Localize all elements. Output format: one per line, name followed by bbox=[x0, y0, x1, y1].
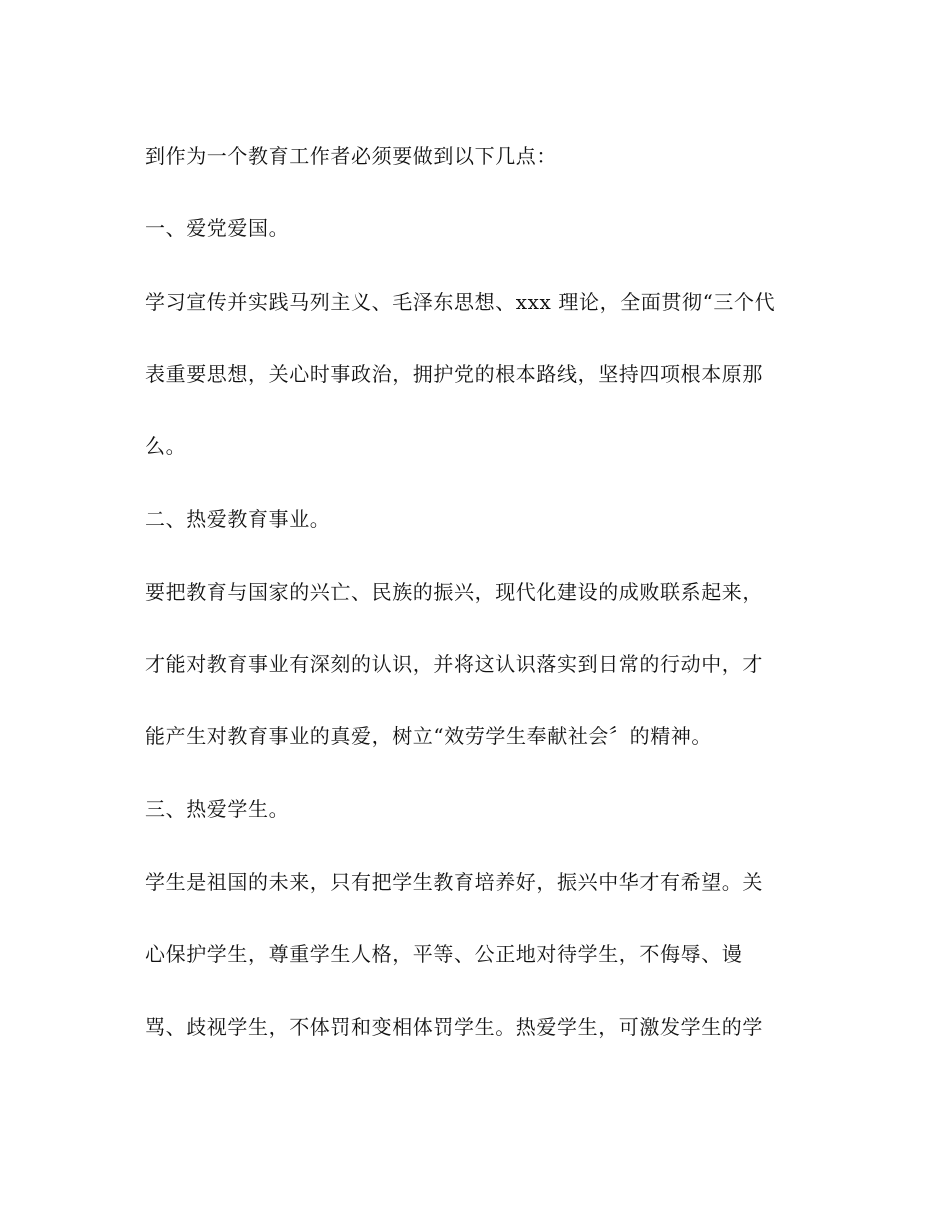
text-line: 要把教育与国家的兴亡、民族的振兴，现代化建设的成败联系起来， bbox=[145, 580, 763, 604]
text-line: 到作为一个教育工作者必须要做到以下几点： bbox=[145, 144, 557, 168]
text-line: 学习宣传并实践马列主义、毛泽东思想、xxx 理论，全面贯彻“三个代 bbox=[145, 290, 776, 314]
text-line: 么。 bbox=[145, 434, 187, 458]
text-line: 表重要思想，关心时事政治，拥护党的根本路线，坚持四项根本原那 bbox=[145, 362, 763, 386]
text-line: 学生是祖国的未来，只有把学生教育培养好，振兴中华才有希望。关 bbox=[145, 870, 763, 894]
section-heading-1: 一、爱党爱国。 bbox=[145, 216, 290, 240]
text-line: 心保护学生，尊重学生人格，平等、公正地对待学生，不侮辱、谩 bbox=[145, 942, 743, 966]
section-heading-3: 三、热爱学生。 bbox=[145, 797, 290, 821]
text-line: 能产生对教育事业的真爱，树立“效劳学生奉献社会〞的精神。 bbox=[145, 724, 713, 748]
section-heading-2: 二、热爱教育事业。 bbox=[145, 507, 331, 531]
text-line: 才能对教育事业有深刻的认识，并将这认识落实到日常的行动中，才 bbox=[145, 652, 763, 676]
text-line: 骂、歧视学生，不体罚和变相体罚学生。热爱学生，可激发学生的学 bbox=[145, 1015, 763, 1039]
